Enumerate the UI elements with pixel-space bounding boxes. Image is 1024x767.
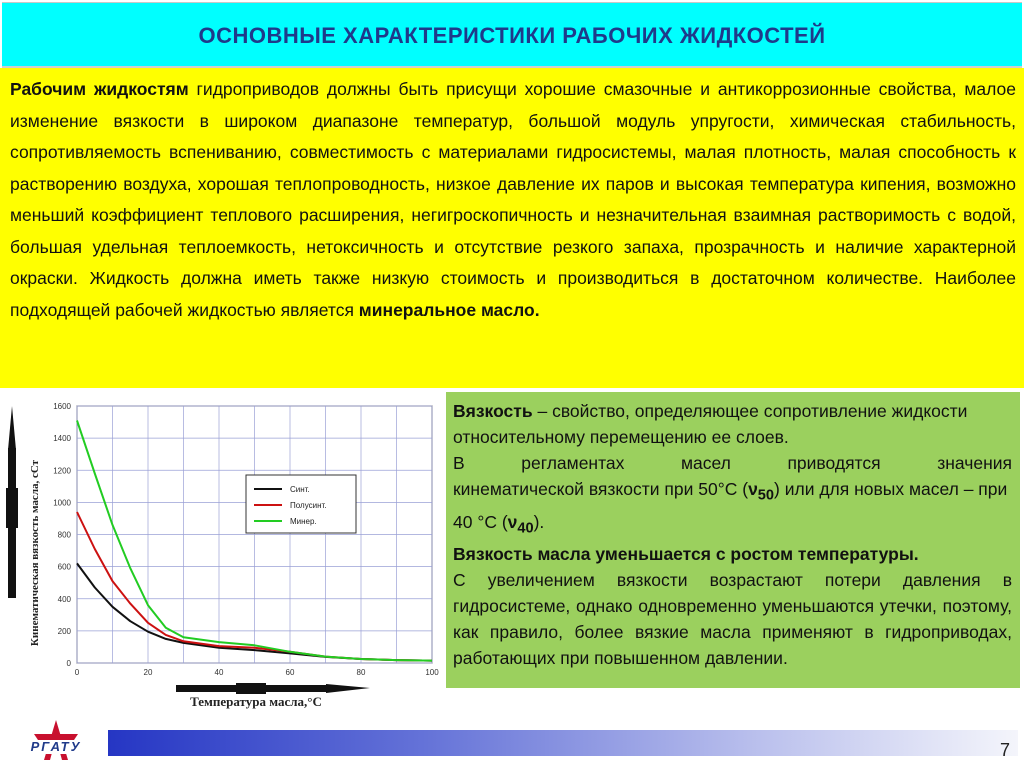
logo-text: РГАТУ bbox=[30, 739, 82, 754]
page-number: 7 bbox=[999, 740, 1010, 760]
sub-50: 50 bbox=[757, 487, 775, 504]
regs-part-3: ). bbox=[533, 511, 545, 532]
legend-label: Синт. bbox=[290, 485, 310, 494]
x-tick-label: 40 bbox=[214, 668, 224, 677]
sub-40: 40 bbox=[517, 520, 534, 536]
intro-body: гидроприводов должны быть присущи хорошие смазочные и антикоррозионные свойства, малое изменение вязкости в широком диапазоне температур, большой модуль упругости, химическая стабильность, сопротивляемость вспениванию, совместимость с материалами гидросистемы, малая плотность, малая способность к растворению воздуха, хорошая теплопроводность, низкое давление их паров и высокая температура кипения, возможно меньший коэффициент теплового расширения, негигроскопичность и незначительная взаимная растворимость с водой, большая удельная теплоемкость, нетоксичность и отсутствие резкого запаха, прозрачность и наличие характерной окраски. Жидкость должна иметь также низкую стоимость и производиться в достаточном количестве. Наиболее подходящей рабочей жидкостью является bbox=[10, 79, 1016, 320]
bold-statement-text: Вязкость масла уменьшается с ростом температуры. bbox=[453, 544, 919, 564]
chart-grid bbox=[77, 406, 432, 663]
title-bar bbox=[2, 2, 1022, 68]
y-axis-arrow bbox=[6, 406, 18, 598]
viscosity-chart bbox=[0, 388, 446, 716]
viscosity-info-box bbox=[446, 392, 1020, 688]
x-tick-label: 100 bbox=[425, 668, 439, 677]
legend-label: Минер. bbox=[290, 517, 317, 526]
x-axis-label: Температура масла,°С bbox=[190, 694, 322, 709]
nu-symbol-40: ν bbox=[507, 511, 518, 532]
viscosity-definition-text: – свойство, определяющее сопротивление жидкости относительному перемещению ее слоев. bbox=[453, 401, 968, 447]
regs-paragraph bbox=[453, 476, 1012, 541]
chart-svg bbox=[0, 388, 446, 716]
y-tick-label: 200 bbox=[57, 626, 71, 636]
regs-part-2: ) или для новых масел – при 40 °С ( bbox=[453, 479, 1008, 532]
y-tick-label: 1600 bbox=[53, 402, 71, 411]
consequence: С увеличением вязкости возрастают потери давления в гидросистеме, однако одновременно уменьшаются утечки, поэтому, как правило, более вязкие масла применяют в гидроприводах, работающих при повышенном давлении. bbox=[453, 570, 1012, 668]
y-tick-label: 800 bbox=[57, 530, 71, 540]
y-tick-label: 1200 bbox=[53, 466, 71, 476]
x-tick-label: 80 bbox=[356, 668, 366, 677]
y-tick-label: 600 bbox=[57, 562, 71, 572]
regs-line-1: В регламентах масел приводятся значения bbox=[453, 453, 1012, 473]
regs-part-1: кинематической вязкости при 50°С ( bbox=[453, 479, 749, 499]
bold-statement bbox=[453, 541, 1012, 567]
x-tick-label: 20 bbox=[143, 668, 153, 677]
nu-symbol-50: ν bbox=[748, 479, 758, 499]
x-axis-arrow bbox=[176, 683, 370, 694]
legend-label: Полусинт. bbox=[290, 501, 327, 510]
slide-title: ОСНОВНЫЕ ХАРАКТЕРИСТИКИ РАБОЧИХ ЖИДКОСТЕЙ bbox=[198, 23, 826, 48]
footer-band bbox=[108, 730, 1018, 756]
y-axis-label: Кинематическая вязкость масла, сСт bbox=[29, 459, 41, 647]
x-tick-label: 0 bbox=[74, 668, 80, 677]
rgatu-logo bbox=[4, 716, 108, 766]
intro-text-block bbox=[0, 68, 1024, 388]
intro-end: . bbox=[534, 299, 540, 320]
y-tick-label: 0 bbox=[66, 659, 71, 668]
intro-emphasis: минеральное масло bbox=[358, 299, 535, 320]
viscosity-term: Вязкость bbox=[453, 401, 533, 421]
intro-lead: Рабочим жидкостям bbox=[10, 79, 189, 99]
y-tick-label: 1400 bbox=[53, 434, 71, 444]
chart-legend bbox=[246, 475, 356, 533]
y-tick-label: 400 bbox=[57, 594, 71, 604]
viscosity-definition bbox=[453, 398, 1012, 450]
x-tick-label: 60 bbox=[285, 668, 295, 677]
y-tick-label: 1000 bbox=[53, 498, 71, 508]
